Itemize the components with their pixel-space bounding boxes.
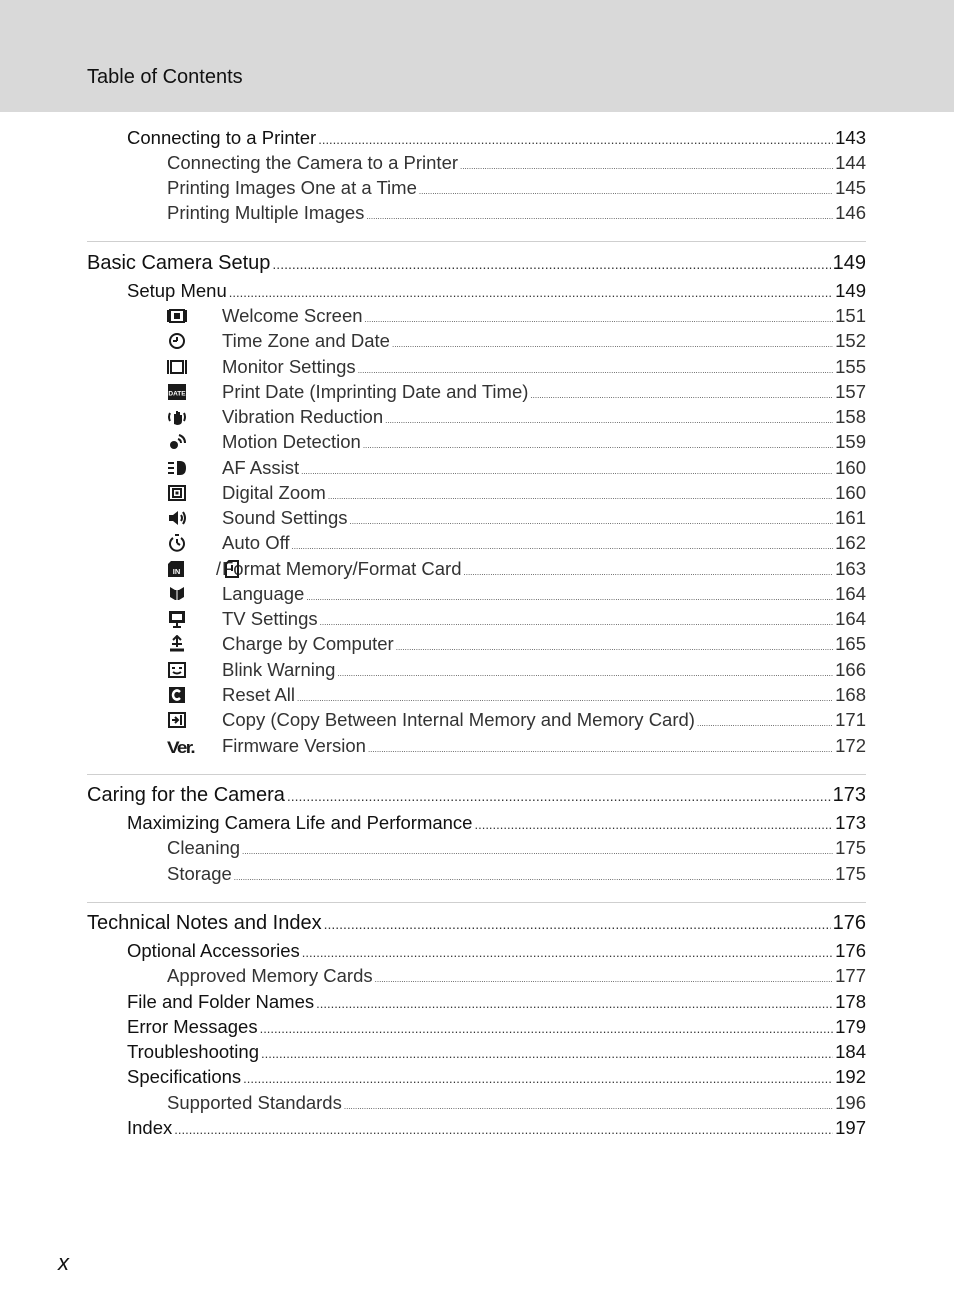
dot-leader [320,618,833,627]
toc-entry[interactable] [167,431,866,453]
dot-leader [243,1071,833,1086]
format-memory-icon: IN / [167,558,222,580]
toc-entry-title: Format Memory/Format Card [222,558,462,579]
toc-entry-page: 176 [832,912,866,934]
charge-by-computer-icon [167,633,222,655]
tv-icon [167,608,222,630]
toc-entry-page: 143 [835,127,866,148]
toc-entry-page: 172 [835,735,866,756]
toc-entry[interactable] [167,177,866,199]
toc-entry-title: Optional Accessories [127,940,300,961]
toc-entry[interactable] [167,608,866,630]
toc-entry-title: Charge by Computer [222,633,394,654]
toc-entry-title: Connecting to a Printer [127,127,317,148]
toc-entry[interactable] [127,1066,866,1088]
toc-entry-page: 160 [835,482,866,503]
toc-entry[interactable] [127,1117,866,1139]
toc-entry-title: Maximizing Camera Life and Performance [127,812,473,833]
toc-entry-page: 171 [835,709,866,730]
dot-leader [366,212,833,221]
svg-text:IN: IN [172,567,181,576]
toc-entry[interactable] [167,356,866,378]
monitor-icon [167,356,222,378]
toc-entry[interactable] [167,633,866,655]
toc-entry[interactable] [167,152,866,174]
toc-entry[interactable] [167,406,866,428]
toc-entry-title: Sound Settings [222,507,348,528]
toc-entry[interactable] [127,991,866,1013]
toc-entry-page: 157 [835,381,866,402]
dot-leader [375,975,833,984]
toc-entry[interactable] [167,330,866,352]
toc-entry-title: Monitor Settings [222,356,356,377]
dot-leader [392,340,833,349]
toc-entry[interactable] [167,709,866,731]
motion-detection-icon [167,431,222,453]
toc-entry-title: Digital Zoom [222,482,326,503]
dot-leader [530,391,833,400]
toc-entry-page: 165 [835,633,866,654]
toc-entry-title: Time Zone and Date [222,330,390,351]
date-icon [167,381,222,403]
toc-entry-page: 151 [835,305,866,326]
toc-entry-page: 197 [835,1117,866,1138]
dot-leader [464,568,834,577]
auto-off-icon [167,532,222,554]
toc-entry-title: Technical Notes and Index [87,912,322,934]
toc-entry-title: Printing Multiple Images [167,202,365,223]
toc-entry-title: Approved Memory Cards [167,965,373,986]
toc-entry-page: 158 [835,406,866,427]
toc-entry[interactable] [127,812,866,834]
toc-entry[interactable] [167,202,866,224]
dot-leader [460,162,833,171]
dot-leader [287,788,831,804]
toc-entry-title: Copy (Copy Between Internal Memory and Memory Card) [222,709,695,730]
toc-entry-page: 168 [835,684,866,705]
toc-entry-title: Index [127,1117,173,1138]
digital-zoom-icon [167,482,222,504]
toc-entry-title: Reset All [222,684,296,705]
toc-entry-page: 149 [835,280,866,301]
dot-leader [344,1102,833,1111]
dot-leader [385,416,833,425]
toc-entry[interactable] [167,1092,866,1114]
dot-leader [297,694,833,703]
toc-entry[interactable] [167,482,866,504]
dot-leader [174,1122,833,1137]
toc-entry-title: Welcome Screen [222,305,363,326]
dot-leader [301,467,833,476]
copy-icon [167,709,222,731]
toc-entry-page: 173 [832,784,866,806]
page-number: x [58,1250,69,1275]
dot-leader [261,1046,833,1061]
af-assist-icon [167,457,222,479]
toc-entry[interactable] [167,532,866,554]
toc-entry[interactable] [127,940,866,962]
page-title: Table of Contents [87,66,243,88]
toc-entry[interactable] [167,507,866,529]
toc-entry[interactable] [127,1016,866,1038]
toc-entry[interactable] [167,965,866,987]
dot-leader [229,285,833,300]
welcome-screen-icon [167,305,222,327]
toc-entry-page: 159 [835,431,866,452]
dot-leader [316,996,833,1011]
toc-entry-title: Firmware Version [222,735,366,756]
toc-entry-title: AF Assist [222,457,300,478]
blink-warning-icon [167,659,222,681]
dot-leader [242,847,833,856]
dot-leader [234,873,833,882]
dot-leader [365,315,834,324]
toc-entry-page: 175 [835,863,866,884]
dot-leader [260,1021,834,1036]
toc-entry-page: 145 [835,177,866,198]
dot-leader [324,916,831,932]
toc-entry-page: 155 [835,356,866,377]
toc-entry-page: 173 [835,812,866,833]
toc-entry-title: Blink Warning [222,659,336,680]
speaker-icon [167,507,222,529]
dot-leader [474,817,833,832]
toc-entry-page: 164 [835,608,866,629]
section-divider [87,902,866,903]
toc-entry-title: Auto Off [222,532,290,553]
toc-entry[interactable] [167,583,866,605]
toc-entry-page: 175 [835,837,866,858]
toc-entry-page: 146 [835,202,866,223]
toc-chapter[interactable] [87,252,866,275]
toc-entry-page: 152 [835,330,866,351]
toc-chapter[interactable] [87,784,866,807]
header-band [0,0,954,112]
toc-entry-page: 179 [835,1016,866,1037]
toc-entry[interactable] [167,381,866,403]
toc-entry[interactable] [167,684,866,706]
toc-entry-title: Storage [167,863,232,884]
toc-entry-title: Troubleshooting [127,1041,259,1062]
reset-icon [167,684,222,706]
toc-entry-title: Specifications [127,1066,242,1087]
toc-entry-page: 163 [835,558,866,579]
dot-leader [419,187,833,196]
clock-icon [167,330,222,352]
toc-entry[interactable] [167,863,866,885]
dot-leader [292,542,834,551]
dot-leader [349,517,833,526]
toc-entry-title: File and Folder Names [127,991,315,1012]
toc-entry-title: Connecting the Camera to a Printer [167,152,459,173]
toc-entry[interactable] [167,659,866,681]
dot-leader [363,441,833,450]
toc-entry-page: 149 [832,252,866,274]
dot-leader [272,256,830,272]
dot-leader [318,132,833,147]
dot-leader [368,745,833,754]
toc-entry-page: 177 [835,965,866,986]
toc-entry[interactable] [167,837,866,859]
toc-entry-page: 164 [835,583,866,604]
dot-leader [302,945,833,960]
dot-leader [396,643,833,652]
toc-entry-page: 162 [835,532,866,553]
toc-entry[interactable] [167,457,866,479]
toc-entry-title: TV Settings [222,608,318,629]
section-divider [87,774,866,775]
toc-entry[interactable] [127,127,866,149]
toc-entry-title: Supported Standards [167,1092,342,1113]
toc-entry-title: Caring for the Camera [87,784,285,806]
vibration-reduction-icon [167,406,222,428]
toc-entry-title: Vibration Reduction [222,406,384,427]
toc-entry-page: 196 [835,1092,866,1113]
toc-entry-page: 178 [835,991,866,1012]
toc-entry[interactable] [167,735,866,757]
language-icon [167,583,222,605]
toc-entry-page: 166 [835,659,866,680]
toc-entry-title: Error Messages [127,1016,258,1037]
toc-entry-title: Print Date (Imprinting Date and Time) [222,381,529,402]
toc-entry-title: Cleaning [167,837,241,858]
toc-entry[interactable] [127,280,866,302]
toc-entry-page: 176 [835,940,866,961]
toc-entry-title: Setup Menu [127,280,227,301]
toc-chapter[interactable] [87,912,866,935]
toc-entry-title: Printing Images One at a Time [167,177,417,198]
toc-entry[interactable] [127,1041,866,1063]
svg-text:DATE: DATE [168,390,186,398]
toc-entry-page: 192 [835,1066,866,1087]
section-divider [87,241,866,242]
dot-leader [697,719,833,728]
toc-entry-page: 184 [835,1041,866,1062]
toc-entry-title: Language [222,583,305,604]
toc-entry[interactable] [167,558,866,580]
toc-entry-page: 144 [835,152,866,173]
dot-leader [358,366,833,375]
dot-leader [306,593,833,602]
toc-entry-page: 160 [835,457,866,478]
dot-leader [337,669,833,678]
toc-entry-title: Basic Camera Setup [87,252,271,274]
toc-entry-title: Motion Detection [222,431,361,452]
toc-entry-page: 161 [835,507,866,528]
svg-text:Ver.: Ver. [167,738,195,755]
dot-leader [328,492,833,501]
firmware-version-icon [167,735,222,757]
toc-entry[interactable] [167,305,866,327]
